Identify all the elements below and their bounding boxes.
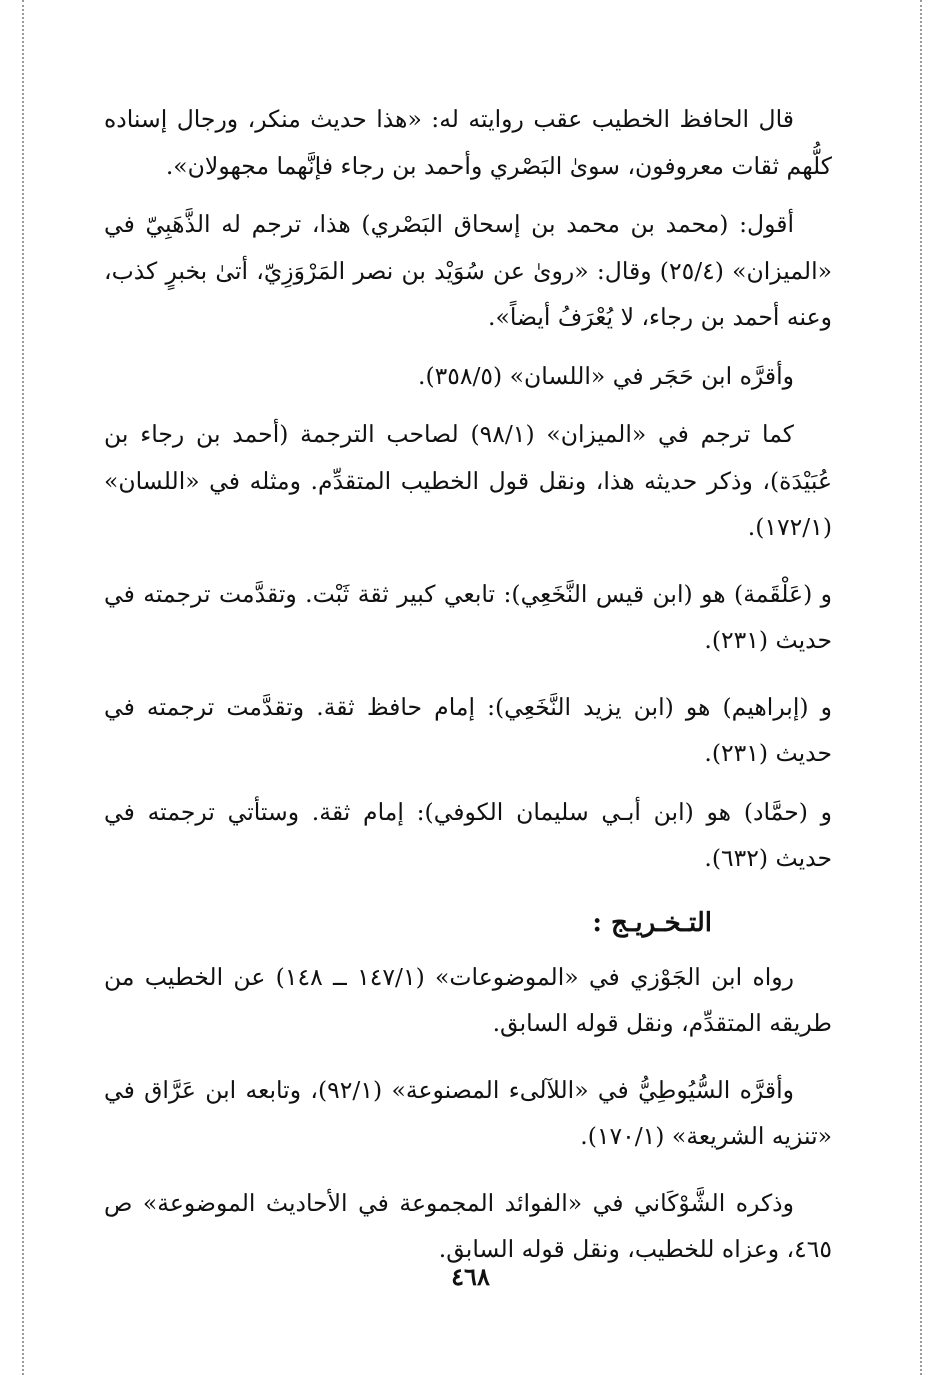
paragraph-ibn-jawzi: رواه ابن الجَوْزي في «الموضوعات» (١٤٧/١ ــ ١٤٨) عن الخطيب من طريقه المتقدِّم، ونقل قوله السابق. (104, 962, 832, 1037)
paragraph-shawkani: وذكره الشَّوْكَاني في «الفوائد المجموعة في الأحاديث الموضوعة» ص ٤٦٥، وعزاه للخطيب، ونقل قوله السابق. (104, 1188, 832, 1263)
paragraph-mizan-ahmad: كما ترجم في «الميزان» (٩٨/١) لصاحب الترجمة (أحمد بن رجاء بن عُبَيْدَة)، وذكر حديثه هذا، ونقل قول الخطيب المتقدِّم. ومثله في «اللسان» (١٧٢/١). (104, 420, 832, 541)
paragraph-alqama: و (عَلْقَمة) هو (ابن قيس النَّخَعِي): تابعي كبير ثقة ثَبْت. وتقدَّمت ترجمته في حديث (٢٣١). (104, 579, 832, 654)
right-margin-dotted-line (920, 0, 922, 1375)
paragraph-suyuti: وأقرَّه السُّيُوطِيُّ في «اللآلىء المصنوعة» (٩٢/١)، وتابعه ابن عَرَّاق في «تنزيه الشريعة» (١٧٠/١). (104, 1075, 832, 1150)
paragraph-hammad: و (حمَّاد) هو (ابن أبـي سليمان الكوفي): إمام ثقة. وستأتي ترجمته في حديث (٦٣٢). (104, 797, 832, 872)
paragraph-khatib-quote: قال الحافظ الخطيب عقب روايته له: «هذا حديث منكر، ورجال إسناده كلُّهم ثقات معروفون، سوىٰ البَصْري وأحمد بن رجاء فإنَّهما مجهولان». (104, 105, 832, 180)
page-number: ٤٦٨ (451, 1262, 490, 1291)
takhrij-heading: التـخـريـج : (592, 907, 712, 938)
paragraph-basri-note: أقول: (محمد بن محمد بن إسحاق البَصْري) هذا، ترجم له الذَّهَبِيّ في «الميزان» (٢٥/٤) وقال: «روىٰ عن سُوَيْد بن نصر المَرْوَزِيّ، أتىٰ بخبرٍ كذب، وعنه أحمد بن رجاء، لا يُعْرَفُ أيضاً». (104, 210, 833, 331)
left-margin-dotted-line (22, 0, 24, 1375)
paragraph-ibn-hajar: وأقرَّه ابن حَجَر في «اللسان» (٣٥٨/٥). (417, 361, 794, 390)
paragraph-ibrahim: و (إبراهيم) هو (ابن يزيد النَّخَعِي): إمام حافظ ثقة. وتقدَّمت ترجمته في حديث (٢٣١). (104, 692, 832, 767)
page-body (104, 96, 832, 1285)
